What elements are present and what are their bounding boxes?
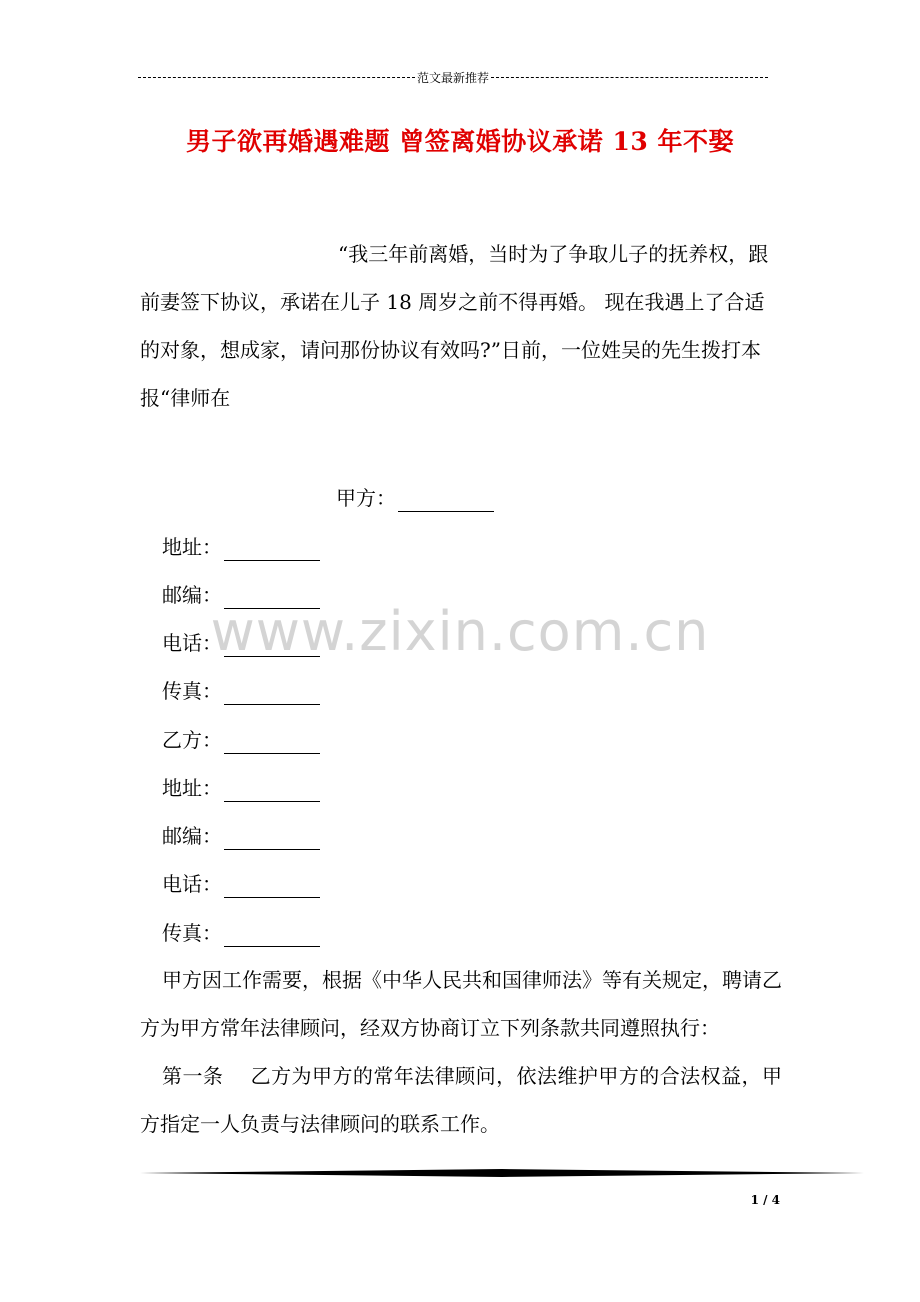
party-b-phone-label: 电话：	[162, 872, 222, 896]
party-a-phone-field	[162, 629, 320, 657]
party-b-postcode-label: 邮编：	[162, 824, 222, 848]
party-b-blank	[224, 733, 320, 754]
party-b-phone-blank	[224, 877, 320, 898]
party-b-fax-blank	[224, 926, 320, 947]
header-dash-left	[138, 77, 415, 78]
party-b-fax-label: 传真：	[162, 921, 222, 945]
party-a-fax-field	[162, 677, 320, 705]
party-a-blank	[398, 491, 494, 512]
party-b-fax-field	[162, 919, 320, 947]
party-b-postcode-field	[162, 822, 320, 850]
party-a-fax-label: 传真：	[162, 679, 222, 703]
party-b-label: 乙方：	[162, 728, 222, 752]
contract-paragraph-2: 第一条 乙方为甲方的常年法律顾问，依法维护甲方的合法权益，甲方指定一人负责与法律顾问的联系工作。	[140, 1064, 782, 1136]
party-a-postcode-field	[162, 581, 320, 609]
watermark-text: www.zixin.com.cn	[210, 600, 710, 663]
party-b-address-blank	[224, 781, 320, 802]
party-a-postcode-blank	[224, 588, 320, 609]
document-title: 男子欲再婚遇难题 曾签离婚协议承诺 13 年不娶	[186, 127, 734, 156]
header-label: 范文最新推荐	[417, 70, 490, 85]
header-dash-right	[491, 77, 768, 78]
party-b-phone-field	[162, 870, 320, 898]
page-header	[138, 67, 768, 87]
party-a-label: 甲方：	[336, 486, 396, 510]
party-a-postcode-label: 邮编：	[162, 583, 222, 607]
party-b-address-field	[162, 774, 320, 802]
contract-paragraph-1: 甲方因工作需要，根据《中华人民共和国律师法》等有关规定，聘请乙方为甲方常年法律顾问，经双方协商订立下列条款共同遵照执行：	[140, 968, 782, 1040]
page-number: 1 / 4	[750, 1193, 780, 1207]
party-a-address-field	[162, 533, 320, 561]
party-a-phone-blank	[224, 636, 320, 657]
party-a-phone-label: 电话：	[162, 631, 222, 655]
party-b-address-label: 地址：	[162, 776, 222, 800]
party-a-address-blank	[224, 540, 320, 561]
party-a-fax-blank	[224, 684, 320, 705]
party-a-address-label: 地址：	[162, 535, 222, 559]
intro-paragraph: “我三年前离婚，当时为了争取儿子的抚养权，跟前妻签下协议，承诺在儿子 18 周岁之前不得再婚。 现在我遇上了合适的对象，想成家，请问那份协议有效吗?”日前，一位姓吴的先生拨打本报“律师在	[140, 242, 769, 410]
party-a-field	[336, 484, 494, 512]
party-b-postcode-blank	[224, 829, 320, 850]
party-b-field	[162, 726, 320, 754]
footer-rule	[140, 1168, 864, 1178]
